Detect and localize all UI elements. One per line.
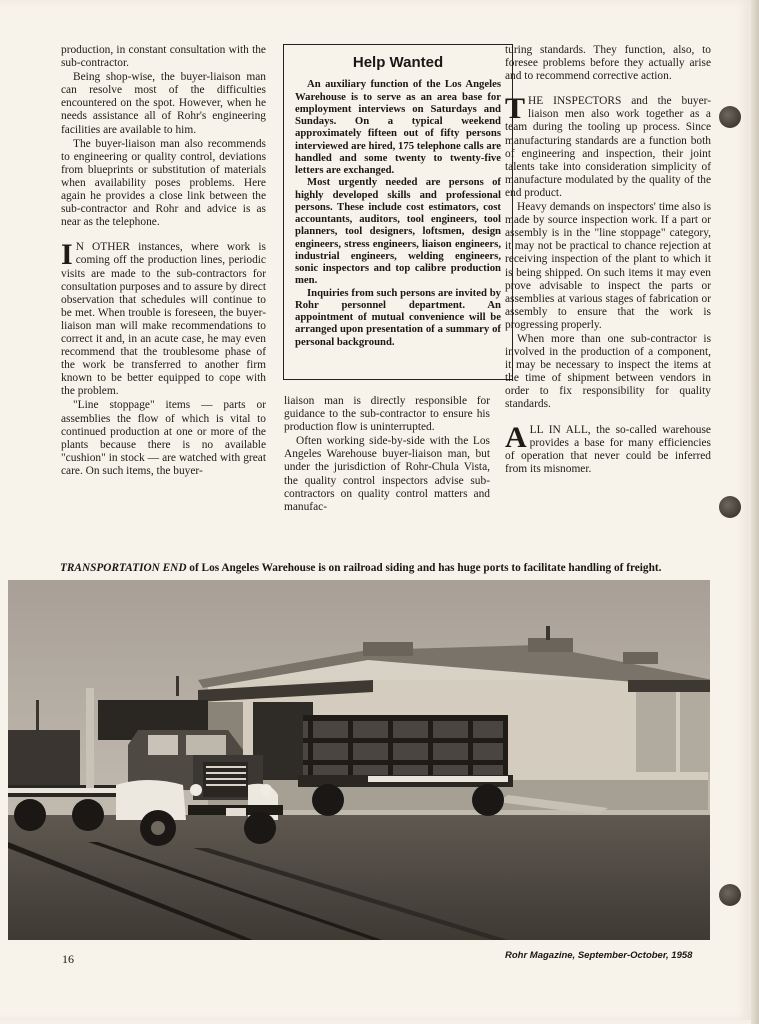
- caption-lead: TRANSPORTATION END: [60, 562, 187, 574]
- box-paragraph: Inquiries from such persons are invited by Rohr personnel department. An appointment of mutual convenience will be arranged upon presentation of a summary of personal background.: [295, 286, 501, 348]
- paragraph: production, in constant consultation with the sub-contractor.: [61, 44, 266, 70]
- paragraph: The buyer-liaison man also recommends to engineering or quality control, deviations from blueprints or substitution of materials when availability poses problems. Here again he provides a close link between the sub-contractor and Rohr and advice is as near as the telephone.: [61, 137, 266, 229]
- paragraph: Heavy demands on inspectors' time also is made by source inspection work. If a part or assembly is in the "line stoppage" category, it may not be practical to chance rejection at receiving inspection of the plant to which it is being shipped. On such items it may even prove advisable to inspect the parts or assemblies at various stages of fabrication or assembly to ensure that the work is progressing properly.: [505, 201, 711, 331]
- section-paragraph: [61, 238, 266, 398]
- paragraph: When more than one sub-contractor is involved in the production of a component, it may be necessary to inspect the items at the time of shipment between vendors in order to fix responsibility for quality standards.: [505, 332, 711, 411]
- page-number: 16: [62, 952, 74, 966]
- caption-text: of Los Angeles Warehouse is on railroad siding and has huge ports to facilitate handling of freight.: [186, 562, 662, 574]
- help-wanted-box: [283, 44, 513, 380]
- drop-cap: A: [505, 420, 527, 454]
- paragraph-text: LL IN ALL, the so-called warehouse provides a base for many efficiencies of operation that never could be inferred from its misnomer.: [505, 423, 711, 475]
- binder-hole: [719, 496, 741, 518]
- magazine-credit: Rohr Magazine, September-October, 1958: [505, 950, 693, 961]
- column-left: [61, 44, 266, 479]
- section-paragraph: [505, 420, 711, 476]
- box-title: Help Wanted: [352, 54, 444, 71]
- column-middle: [284, 395, 490, 515]
- paragraph: turing standards. They function, also, to foresee problems before they actually arise and to recommend corrective action.: [505, 44, 711, 83]
- binder-hole: [719, 884, 741, 906]
- binder-hole: [719, 106, 741, 128]
- paragraph-text: N OTHER instances, where work is coming off the production lines, periodic visits are made to the sub-contractors for consultation purposes and to assure by direct observation that schedules will continue to be met. When trouble is foreseen, the buyer-liaison man will make recommendations to correct it and, in an acute case, he may even recommend that the troublesome phase of the work be transferred to another firm known to be better equipped to cope with the problem.: [61, 241, 266, 398]
- warehouse-photo: [8, 580, 710, 940]
- box-paragraph: An auxiliary function of the Los Angeles Warehouse is to serve as an area base for employment interviews on Saturdays and Sundays. On a typical weekend approximately fifteen out of fifty persons interviewed are hired, 175 telephone calls are handled and some twenty to twenty-five letters are exchanged.: [295, 78, 501, 176]
- photo-caption: [60, 562, 715, 574]
- paragraph: Being shop-wise, the buyer-liaison man can resolve most of the difficulties encountered on the spot. However, when he needs assistance all of Rohr's engineering facilities are available to him.: [61, 71, 266, 136]
- paragraph: Often working side-by-side with the Los Angeles Warehouse buyer-liaison man, but under the jurisdiction of Rohr-Chula Vista, the quality control inspectors advise sub-contractors on quality control matters and manufac-: [284, 435, 490, 513]
- column-right: [505, 44, 711, 477]
- section-paragraph: [505, 92, 711, 200]
- page-edge: [751, 0, 759, 1024]
- paragraph-text: HE INSPECTORS and the buyer-liaison men also work together as a team during the tooling up process. Since manufacturing standards are a function both of engineering and inspection, their joint talents take into consideration simplicity of manufacture modulated by the quality of the end product.: [505, 95, 711, 199]
- paragraph: liaison man is directly responsible for guidance to the sub-contractor to ensure his production flow is uninterrupted.: [284, 395, 490, 434]
- drop-cap: I: [61, 238, 73, 272]
- paragraph: "Line stoppage" items — parts or assemblies the flow of which is vital to continued production at one or more of the plants because there is no available "cushion" in stock — are watched with great care. On such items, the buyer-: [61, 399, 266, 477]
- box-paragraph: Most urgently needed are persons of highly developed skills and professional persons. These include cost estimators, cost accountants, auditors, tool engineers, tool planners, tool designers, loftsmen, design engineers, stress engineers, liaison engineers, industrial engineers, welding engineers, sonic inspectors and top calibre production men.: [295, 176, 501, 287]
- drop-cap: T: [505, 92, 526, 126]
